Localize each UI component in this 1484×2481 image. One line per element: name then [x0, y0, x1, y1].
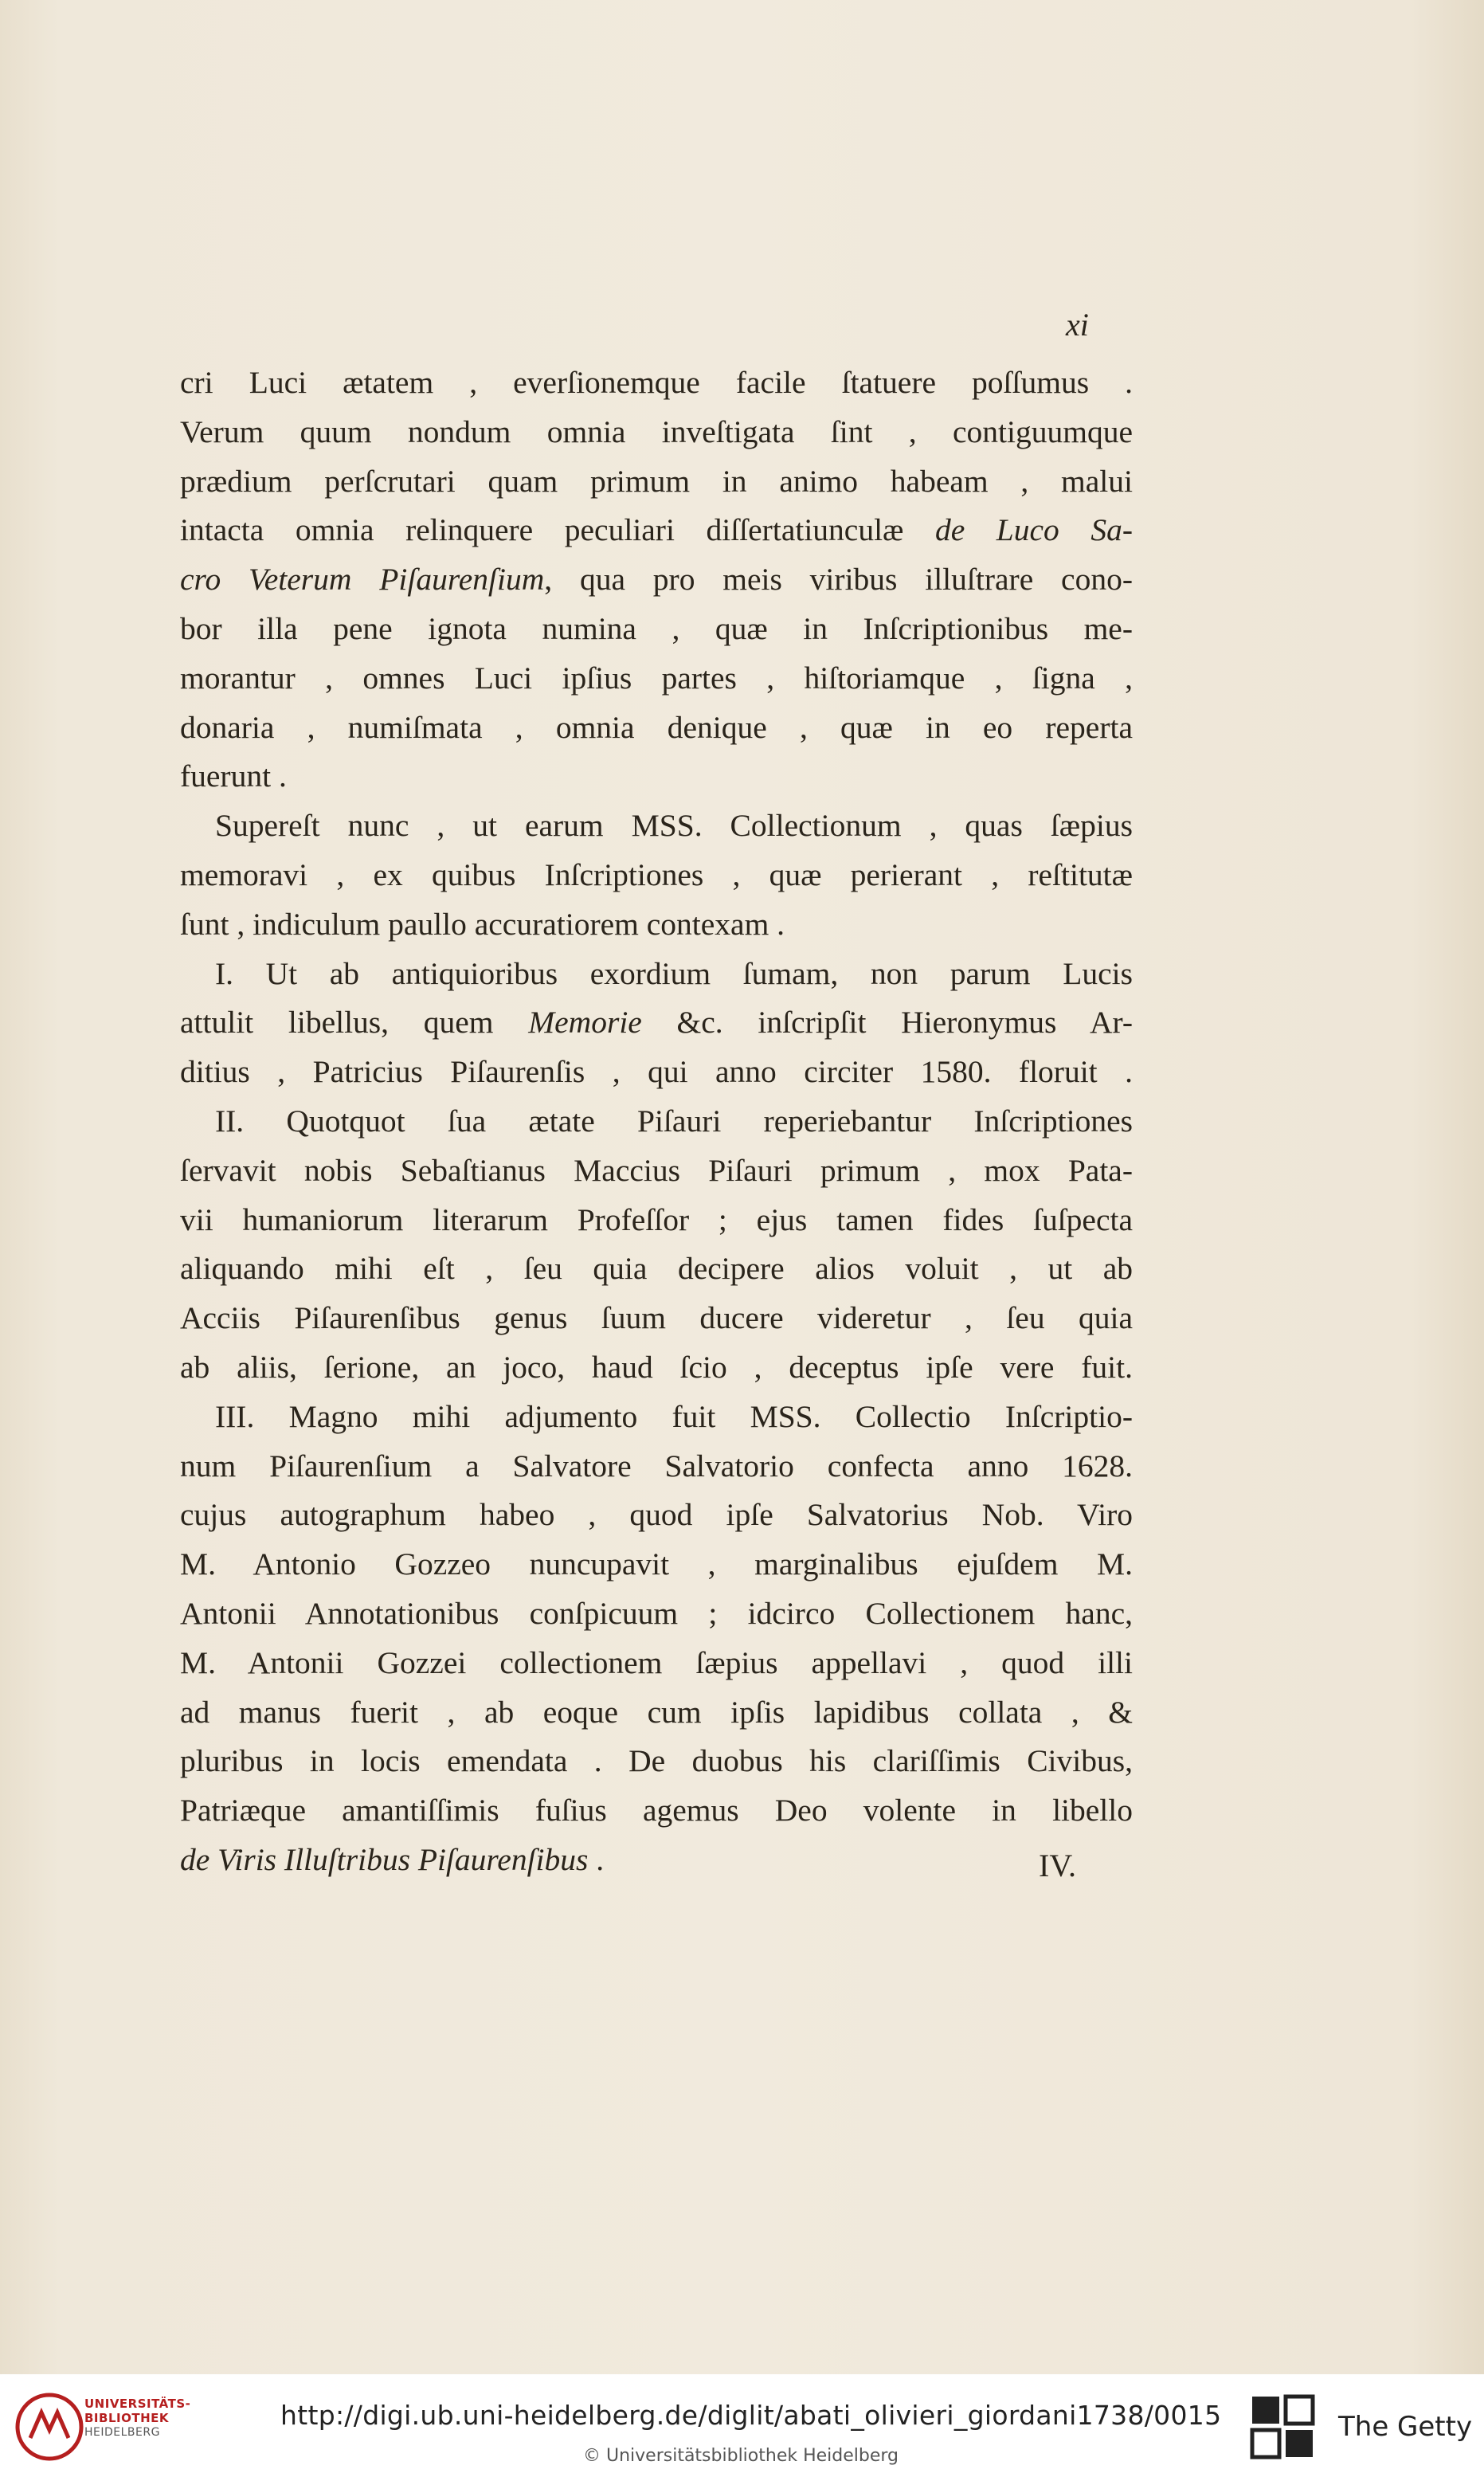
text-line: M. Antonio Gozzeo nuncupavit , marginalibus ejuſdem M. [180, 1546, 1133, 1582]
viewer-footer [0, 2374, 1484, 2481]
text-line: Antonii Annotationibus conſpicuum ; idcirco Collectionem hanc, [180, 1595, 1133, 1631]
text-line: Patriæque amantiſſimis fuſius agemus Deo volente in libello [180, 1793, 1133, 1828]
text-line: cujus autographum habeo , quod ipſe Salvatorius Nob. Viro [180, 1497, 1133, 1533]
library-name: UNIVERSITÄTS- BIBLIOTHEK HEIDELBERG [84, 2397, 191, 2439]
text-line: num Piſaurenſium a Salvatore Salvatorio confecta anno 1628. [180, 1448, 1133, 1484]
text-line: morantur , omnes Luci ipſius partes , hiſtoriamque , ſigna , [180, 660, 1133, 696]
text-line: ad manus fuerit , ab eoque cum ipſis lapidibus collata , & [180, 1694, 1133, 1730]
text-line: III. Magno mihi adjumento fuit MSS. Collectio Inſcriptio- [215, 1398, 1133, 1434]
text-line: fuerunt . [180, 758, 287, 794]
text-line: intacta omnia relinquere peculiari diſſertatiunculæ de Luco Sa- [180, 512, 1133, 548]
text-line: pluribus in locis emendata . De duobus his clariſſimis Civibus, [180, 1743, 1133, 1779]
body-text [180, 359, 1133, 1885]
text-line: ſervavit nobis Sebaſtianus Maccius Piſauri primum , mox Pata- [180, 1152, 1133, 1188]
permalink-url[interactable]: http://digi.ub.uni-heidelberg.de/diglit/abati_olivieri_giordani1738/0015 [280, 2400, 1222, 2431]
folio-number: xi [1066, 307, 1089, 343]
catchword: IV. [1039, 1848, 1077, 1883]
text-line: aliquando mihi eſt , ſeu quia decipere alios voluit , ut ab [180, 1251, 1133, 1287]
text-line: donaria , numiſmata , omnia denique , quæ in eo reperta [180, 709, 1133, 745]
text-line: de Viris Illuſtribus Piſaurenſibus . [180, 1841, 605, 1877]
text-line: Verum quum nondum omnia inveſtigata ſint , contiguumque [180, 414, 1133, 449]
text-line: attulit libellus, quem Memorie &c. inſcripſit Hieronymus Ar- [180, 1005, 1133, 1041]
text-line: prædium perſcrutari quam primum in animo habeam , malui [180, 463, 1133, 499]
university-seal-icon [14, 2392, 84, 2462]
text-line: cri Luci ætatem , everſionemque facile ſtatuere poſſumus . [180, 365, 1133, 400]
text-line: bor illa pene ignota numina , quæ in Inſcriptionibus me- [180, 610, 1133, 646]
text-line: ab aliis, ſerione, an joco, haud ſcio , deceptus ipſe vere fuit. [180, 1349, 1133, 1385]
text-line: Supereſt nunc , ut earum MSS. Collectionum , quas ſæpius [215, 808, 1133, 844]
text-line: vii humaniorum literarum Profeſſor ; ejus tamen fides ſuſpecta [180, 1201, 1133, 1237]
text-line: memoravi , ex quibus Inſcriptiones , quæ perierant , reſtitutæ [180, 856, 1133, 892]
text-line: ſunt , indiculum paullo accuratiorem contexam . [180, 906, 785, 942]
text-line: M. Antonii Gozzei collectionem ſæpius appellavi , quod illi [180, 1644, 1133, 1680]
text-line: cro Veterum Piſaurenſium, qua pro meis viribus illuſtrare cono- [180, 562, 1133, 598]
text-line: Acciis Piſaurenſibus genus ſuum ducere videretur , ſeu quia [180, 1300, 1133, 1336]
copyright-notice: © Universitätsbibliothek Heidelberg [583, 2446, 899, 2466]
text-line: I. Ut ab antiquioribus exordium ſumam, non parum Lucis [215, 955, 1133, 991]
text-line: II. Quotquot ſua ætate Piſauri reperiebantur Inſcriptiones [215, 1103, 1133, 1139]
partner-name: The Getty [1338, 2411, 1473, 2443]
text-line: ditius , Patricius Piſaurenſis , qui anno circiter 1580. floruit . [180, 1054, 1133, 1090]
getty-logo-icon [1249, 2393, 1316, 2460]
